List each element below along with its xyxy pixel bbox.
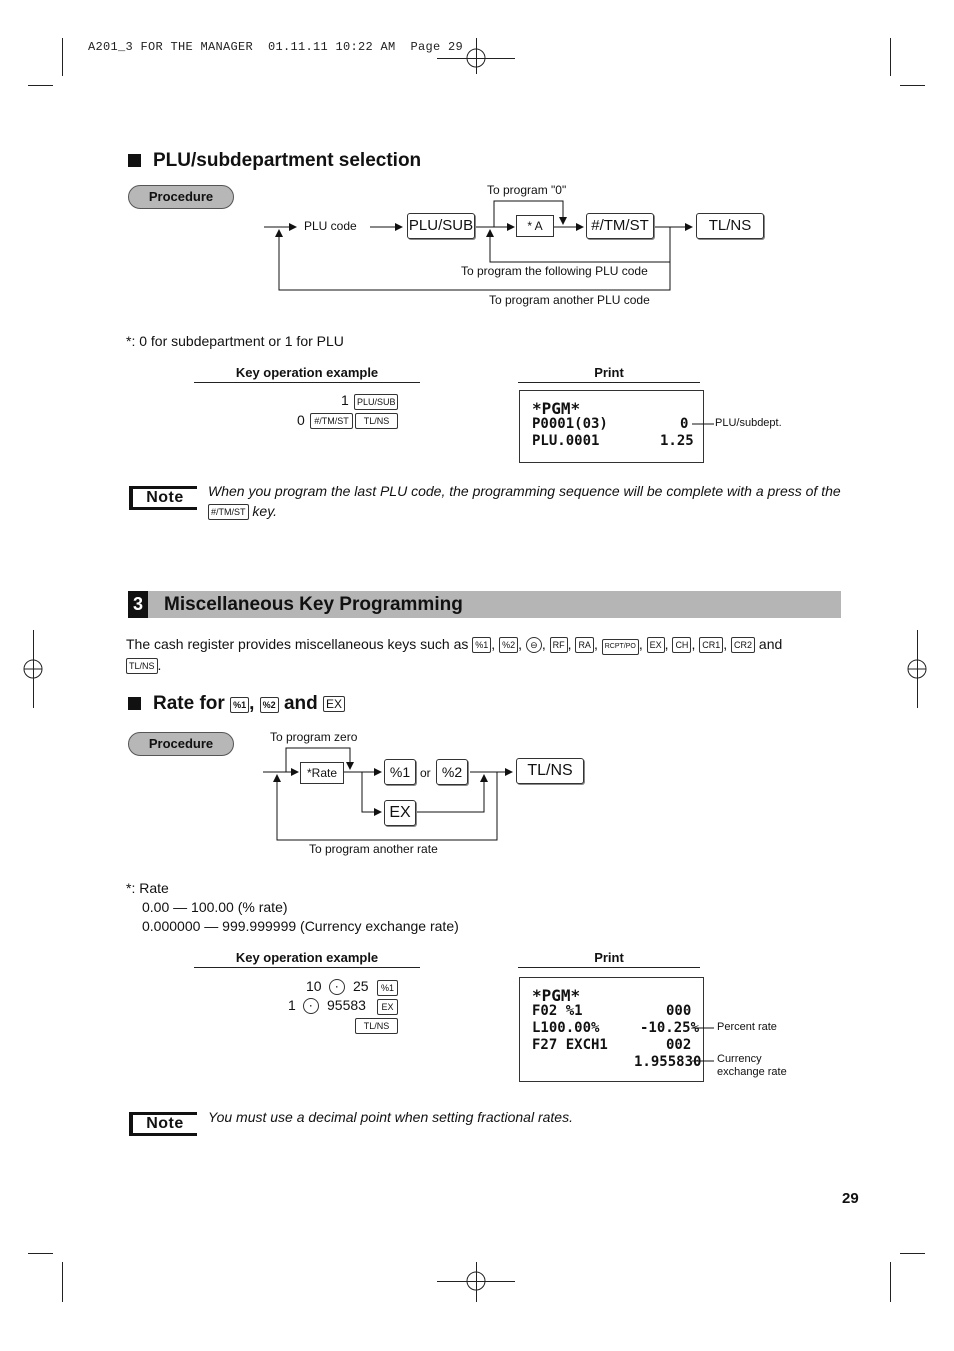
rate-tl-ns-key: TL/NS <box>516 758 584 784</box>
receipt-line3-right: -10.25% <box>640 1020 700 1036</box>
plu-example-heading: Key operation example <box>194 365 420 383</box>
flow-plu-code-label: PLU code <box>304 219 357 233</box>
intro-key-tlns: TL/NS <box>126 658 158 674</box>
tl-ns-key: TL/NS <box>696 213 764 239</box>
rate-section-title: Rate for %1 , %2 and EX <box>128 693 345 715</box>
plu-example-line2-num: 0 <box>297 412 305 428</box>
title-key-pct1: %1 <box>230 697 249 713</box>
title-key-pct2: %2 <box>260 697 279 713</box>
intro-key-ch: CH <box>672 637 691 653</box>
receipt-line2-right: 000 <box>666 1003 692 1019</box>
star-a-box: * A <box>516 215 554 237</box>
receipt-line4-right: 002 <box>666 1037 692 1053</box>
plu-footnote: *: 0 for subdepartment or 1 for PLU <box>126 333 344 349</box>
note-badge: Note <box>129 486 197 510</box>
plu-callout: PLU/subdept. <box>715 417 782 429</box>
misc-section-title: Miscellaneous Key Programming <box>164 594 463 615</box>
rate-ex-l2-b: 95583 <box>327 997 366 1013</box>
rate-flow-label-another: To program another rate <box>309 842 438 856</box>
print-header: A201_3 FOR THE MANAGER 01.11.11 10:22 AM Page 29 <box>88 40 464 54</box>
plu-example-line1-num: 1 <box>341 392 349 408</box>
rate-footnote-1: *: Rate <box>126 880 169 896</box>
intro-key-ex: EX <box>647 637 665 653</box>
note-badge: Note <box>129 1112 197 1136</box>
receipt-line3-left: L100.00% <box>532 1020 600 1036</box>
rate-flow-label-zero: To program zero <box>270 730 358 744</box>
rate-ex-pct1-key: %1 <box>377 980 398 996</box>
procedure-badge: Procedure <box>128 732 234 756</box>
intro-key-pct1: %1 <box>472 637 491 653</box>
page-number: 29 <box>842 1190 859 1207</box>
callout-percent-rate: Percent rate <box>717 1021 777 1033</box>
plu-section-title: PLU/subdepartment selection <box>128 150 421 172</box>
callout-currency-1: Currency <box>717 1053 762 1065</box>
receipt-line2-left: P0001(03) <box>532 416 608 432</box>
rate-footnote-3: 0.000000 — 999.999999 (Currency exchange rate) <box>142 918 459 934</box>
note-tmst-key: #/TM/ST <box>208 504 249 520</box>
flow-label-another-plu: To program another PLU code <box>489 293 650 307</box>
pct2-key: %2 <box>436 759 468 785</box>
receipt-line5-right: 1.955830 <box>634 1054 702 1070</box>
rate-ex-tlns-key: TL/NS <box>355 1018 398 1034</box>
callout-currency-2: exchange rate <box>717 1066 787 1078</box>
rate-print-heading: Print <box>518 950 700 968</box>
section-number-badge: 3 <box>128 591 148 618</box>
rate-ex-l1-dot-key: · <box>329 979 345 995</box>
receipt-pgm: *PGM* <box>532 986 581 1005</box>
title-key-ex: EX <box>323 696 345 712</box>
rate-ex-l1-a: 10 <box>306 978 322 994</box>
procedure-badge: Procedure <box>128 185 234 209</box>
pct1-key: %1 <box>384 759 416 785</box>
rate-flow-or: or <box>420 766 431 780</box>
rate-ex-ex-key: EX <box>377 999 398 1015</box>
rate-note-text: You must use a decimal point when setting fractional rates. <box>208 1109 573 1125</box>
receipt-line2-right: 0 <box>680 416 689 432</box>
receipt-line3-left: PLU.0001 <box>532 433 600 449</box>
misc-intro: The cash register provides miscellaneous keys such as %1 , %2 , ⊖ , RF , RA , RCPT/PO , EX , CH , CR1 , CR2 and TL/NS . <box>126 636 783 673</box>
rate-ex-l1-b: 25 <box>353 978 369 994</box>
rate-ex-l2-a: 1 <box>288 997 296 1013</box>
plu-example-tmst-key: #/TM/ST <box>310 413 353 429</box>
intro-key-rf: RF <box>550 637 568 653</box>
plu-print-heading: Print <box>518 365 700 383</box>
intro-key-minus: ⊖ <box>526 637 542 653</box>
ex-key: EX <box>384 800 416 826</box>
intro-key-ra: RA <box>575 637 594 653</box>
plu-note-text: When you program the last PLU code, the programming sequence will be complete with a press of the #/TM/ST key. <box>208 483 841 519</box>
receipt-line4-left: F27 EXCH1 <box>532 1037 608 1053</box>
flow-label-following-plu: To program the following PLU code <box>461 264 648 278</box>
rate-ex-l2-dot-key: · <box>303 998 319 1014</box>
rate-example-heading: Key operation example <box>194 950 420 968</box>
plu-sub-key: PLU/SUB <box>407 213 475 239</box>
intro-key-cr1: CR1 <box>699 637 723 653</box>
receipt-line3-right: 1.25 <box>660 433 694 449</box>
flow-label-program-zero: To program "0" <box>487 183 567 197</box>
tm-st-key: #/TM/ST <box>586 213 654 239</box>
intro-key-rcptpo: RCPT/PO <box>602 639 639 655</box>
receipt-pgm: *PGM* <box>532 399 581 418</box>
intro-key-cr2: CR2 <box>731 637 755 653</box>
plu-example-tlns-key: TL/NS <box>355 413 398 429</box>
star-rate-box: *Rate <box>300 762 344 784</box>
plu-example-plusub-key: PLU/SUB <box>354 394 398 410</box>
rate-footnote-2: 0.00 — 100.00 (% rate) <box>142 899 288 915</box>
receipt-line2-left: F02 %1 <box>532 1003 583 1019</box>
intro-key-pct2: %2 <box>499 637 518 653</box>
